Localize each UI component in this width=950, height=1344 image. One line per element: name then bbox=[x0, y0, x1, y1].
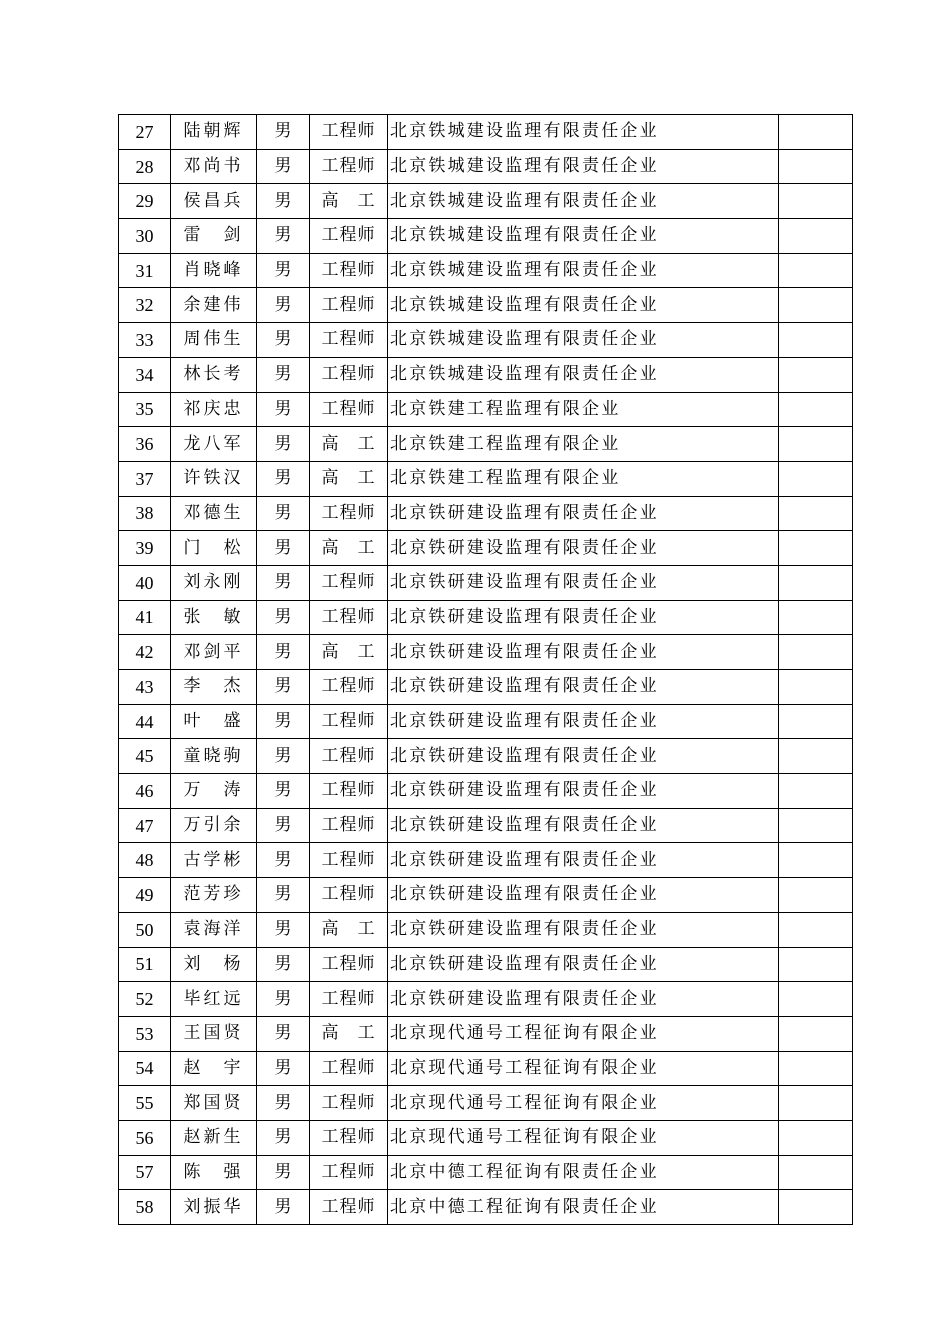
table-row bbox=[119, 774, 853, 809]
remarks-cell bbox=[779, 1190, 853, 1225]
job-title-cell: 工程师 bbox=[310, 670, 388, 705]
job-title-cell: 工程师 bbox=[310, 704, 388, 739]
table-row bbox=[119, 288, 853, 323]
organization-cell: 北京铁研建设监理有限责任企业 bbox=[388, 496, 779, 531]
table-row bbox=[119, 1155, 853, 1190]
row-number-cell: 49 bbox=[119, 878, 171, 913]
table-row bbox=[119, 427, 853, 462]
row-number-cell: 34 bbox=[119, 357, 171, 392]
table-row bbox=[119, 600, 853, 635]
organization-cell: 北京铁建工程监理有限企业 bbox=[388, 392, 779, 427]
gender-cell: 男 bbox=[257, 253, 310, 288]
table-row bbox=[119, 115, 853, 150]
row-number-cell: 29 bbox=[119, 184, 171, 219]
remarks-cell bbox=[779, 1051, 853, 1086]
row-number-cell: 53 bbox=[119, 1016, 171, 1051]
remarks-cell bbox=[779, 461, 853, 496]
gender-cell: 男 bbox=[257, 947, 310, 982]
job-title-cell: 工程师 bbox=[310, 219, 388, 254]
person-name-cell: 李 杰 bbox=[171, 670, 257, 705]
row-number-cell: 51 bbox=[119, 947, 171, 982]
job-title-cell: 高 工 bbox=[310, 1016, 388, 1051]
remarks-cell bbox=[779, 323, 853, 358]
remarks-cell bbox=[779, 565, 853, 600]
person-name-cell: 邓尚书 bbox=[171, 149, 257, 184]
remarks-cell bbox=[779, 1155, 853, 1190]
job-title-cell: 工程师 bbox=[310, 739, 388, 774]
gender-cell: 男 bbox=[257, 1051, 310, 1086]
gender-cell: 男 bbox=[257, 219, 310, 254]
remarks-cell bbox=[779, 1086, 853, 1121]
organization-cell: 北京铁研建设监理有限责任企业 bbox=[388, 704, 779, 739]
table-row bbox=[119, 739, 853, 774]
table-row bbox=[119, 496, 853, 531]
organization-cell: 北京铁城建设监理有限责任企业 bbox=[388, 149, 779, 184]
remarks-cell bbox=[779, 531, 853, 566]
organization-cell: 北京现代通号工程征询有限企业 bbox=[388, 1120, 779, 1155]
job-title-cell: 工程师 bbox=[310, 982, 388, 1017]
job-title-cell: 工程师 bbox=[310, 323, 388, 358]
row-number-cell: 31 bbox=[119, 253, 171, 288]
job-title-cell: 工程师 bbox=[310, 496, 388, 531]
job-title-cell: 高 工 bbox=[310, 427, 388, 462]
organization-cell: 北京铁研建设监理有限责任企业 bbox=[388, 670, 779, 705]
person-name-cell: 雷 剑 bbox=[171, 219, 257, 254]
gender-cell: 男 bbox=[257, 982, 310, 1017]
person-name-cell: 祁庆忠 bbox=[171, 392, 257, 427]
organization-cell: 北京铁研建设监理有限责任企业 bbox=[388, 947, 779, 982]
organization-cell: 北京铁城建设监理有限责任企业 bbox=[388, 357, 779, 392]
remarks-cell bbox=[779, 600, 853, 635]
gender-cell: 男 bbox=[257, 739, 310, 774]
row-number-cell: 36 bbox=[119, 427, 171, 462]
row-number-cell: 54 bbox=[119, 1051, 171, 1086]
person-name-cell: 余建伟 bbox=[171, 288, 257, 323]
job-title-cell: 高 工 bbox=[310, 635, 388, 670]
job-title-cell: 高 工 bbox=[310, 461, 388, 496]
remarks-cell bbox=[779, 878, 853, 913]
job-title-cell: 工程师 bbox=[310, 843, 388, 878]
job-title-cell: 工程师 bbox=[310, 600, 388, 635]
person-name-cell: 门 松 bbox=[171, 531, 257, 566]
job-title-cell: 工程师 bbox=[310, 288, 388, 323]
job-title-cell: 工程师 bbox=[310, 1051, 388, 1086]
person-name-cell: 童晓驹 bbox=[171, 739, 257, 774]
organization-cell: 北京铁研建设监理有限责任企业 bbox=[388, 912, 779, 947]
job-title-cell: 工程师 bbox=[310, 565, 388, 600]
gender-cell: 男 bbox=[257, 496, 310, 531]
row-number-cell: 45 bbox=[119, 739, 171, 774]
remarks-cell bbox=[779, 1016, 853, 1051]
organization-cell: 北京铁研建设监理有限责任企业 bbox=[388, 635, 779, 670]
personnel-table-body bbox=[119, 115, 853, 1225]
organization-cell: 北京中德工程征询有限责任企业 bbox=[388, 1190, 779, 1225]
table-row bbox=[119, 1120, 853, 1155]
remarks-cell bbox=[779, 808, 853, 843]
table-row bbox=[119, 878, 853, 913]
row-number-cell: 50 bbox=[119, 912, 171, 947]
person-name-cell: 毕红远 bbox=[171, 982, 257, 1017]
remarks-cell bbox=[779, 357, 853, 392]
organization-cell: 北京铁城建设监理有限责任企业 bbox=[388, 184, 779, 219]
row-number-cell: 52 bbox=[119, 982, 171, 1017]
person-name-cell: 刘 杨 bbox=[171, 947, 257, 982]
gender-cell: 男 bbox=[257, 461, 310, 496]
table-row bbox=[119, 808, 853, 843]
person-name-cell: 袁海洋 bbox=[171, 912, 257, 947]
gender-cell: 男 bbox=[257, 531, 310, 566]
organization-cell: 北京铁城建设监理有限责任企业 bbox=[388, 219, 779, 254]
person-name-cell: 叶 盛 bbox=[171, 704, 257, 739]
person-name-cell: 肖晓峰 bbox=[171, 253, 257, 288]
row-number-cell: 57 bbox=[119, 1155, 171, 1190]
gender-cell: 男 bbox=[257, 704, 310, 739]
person-name-cell: 邓剑平 bbox=[171, 635, 257, 670]
gender-cell: 男 bbox=[257, 843, 310, 878]
job-title-cell: 工程师 bbox=[310, 392, 388, 427]
table-row bbox=[119, 461, 853, 496]
person-name-cell: 赵新生 bbox=[171, 1120, 257, 1155]
remarks-cell bbox=[779, 253, 853, 288]
person-name-cell: 龙八军 bbox=[171, 427, 257, 462]
gender-cell: 男 bbox=[257, 565, 310, 600]
remarks-cell bbox=[779, 635, 853, 670]
job-title-cell: 高 工 bbox=[310, 912, 388, 947]
organization-cell: 北京铁城建设监理有限责任企业 bbox=[388, 253, 779, 288]
table-row bbox=[119, 357, 853, 392]
row-number-cell: 42 bbox=[119, 635, 171, 670]
person-name-cell: 陈 强 bbox=[171, 1155, 257, 1190]
person-name-cell: 张 敏 bbox=[171, 600, 257, 635]
person-name-cell: 许铁汉 bbox=[171, 461, 257, 496]
row-number-cell: 38 bbox=[119, 496, 171, 531]
table-row bbox=[119, 1086, 853, 1121]
gender-cell: 男 bbox=[257, 808, 310, 843]
row-number-cell: 30 bbox=[119, 219, 171, 254]
person-name-cell: 刘永刚 bbox=[171, 565, 257, 600]
row-number-cell: 33 bbox=[119, 323, 171, 358]
organization-cell: 北京铁研建设监理有限责任企业 bbox=[388, 774, 779, 809]
remarks-cell bbox=[779, 1120, 853, 1155]
row-number-cell: 37 bbox=[119, 461, 171, 496]
organization-cell: 北京现代通号工程征询有限企业 bbox=[388, 1086, 779, 1121]
job-title-cell: 工程师 bbox=[310, 1120, 388, 1155]
row-number-cell: 58 bbox=[119, 1190, 171, 1225]
job-title-cell: 工程师 bbox=[310, 149, 388, 184]
table-row bbox=[119, 635, 853, 670]
gender-cell: 男 bbox=[257, 1190, 310, 1225]
table-row bbox=[119, 1016, 853, 1051]
organization-cell: 北京铁城建设监理有限责任企业 bbox=[388, 115, 779, 150]
job-title-cell: 工程师 bbox=[310, 1155, 388, 1190]
gender-cell: 男 bbox=[257, 1155, 310, 1190]
table-row bbox=[119, 392, 853, 427]
person-name-cell: 王国贤 bbox=[171, 1016, 257, 1051]
person-name-cell: 刘振华 bbox=[171, 1190, 257, 1225]
table-row bbox=[119, 947, 853, 982]
person-name-cell: 林长考 bbox=[171, 357, 257, 392]
row-number-cell: 55 bbox=[119, 1086, 171, 1121]
gender-cell: 男 bbox=[257, 184, 310, 219]
gender-cell: 男 bbox=[257, 1016, 310, 1051]
job-title-cell: 工程师 bbox=[310, 115, 388, 150]
remarks-cell bbox=[779, 149, 853, 184]
table-row bbox=[119, 531, 853, 566]
gender-cell: 男 bbox=[257, 357, 310, 392]
job-title-cell: 工程师 bbox=[310, 947, 388, 982]
person-name-cell: 郑国贤 bbox=[171, 1086, 257, 1121]
gender-cell: 男 bbox=[257, 774, 310, 809]
table-row bbox=[119, 1190, 853, 1225]
row-number-cell: 28 bbox=[119, 149, 171, 184]
gender-cell: 男 bbox=[257, 912, 310, 947]
organization-cell: 北京铁城建设监理有限责任企业 bbox=[388, 323, 779, 358]
person-name-cell: 万 涛 bbox=[171, 774, 257, 809]
remarks-cell bbox=[779, 427, 853, 462]
organization-cell: 北京铁研建设监理有限责任企业 bbox=[388, 531, 779, 566]
table-row bbox=[119, 219, 853, 254]
remarks-cell bbox=[779, 982, 853, 1017]
organization-cell: 北京铁建工程监理有限企业 bbox=[388, 427, 779, 462]
table-row bbox=[119, 1051, 853, 1086]
row-number-cell: 43 bbox=[119, 670, 171, 705]
row-number-cell: 27 bbox=[119, 115, 171, 150]
job-title-cell: 工程师 bbox=[310, 1086, 388, 1121]
table-row bbox=[119, 704, 853, 739]
table-row bbox=[119, 912, 853, 947]
gender-cell: 男 bbox=[257, 878, 310, 913]
row-number-cell: 56 bbox=[119, 1120, 171, 1155]
row-number-cell: 44 bbox=[119, 704, 171, 739]
gender-cell: 男 bbox=[257, 1120, 310, 1155]
person-name-cell: 赵 宇 bbox=[171, 1051, 257, 1086]
remarks-cell bbox=[779, 947, 853, 982]
job-title-cell: 工程师 bbox=[310, 808, 388, 843]
remarks-cell bbox=[779, 496, 853, 531]
remarks-cell bbox=[779, 774, 853, 809]
table-row bbox=[119, 253, 853, 288]
person-name-cell: 古学彬 bbox=[171, 843, 257, 878]
row-number-cell: 46 bbox=[119, 774, 171, 809]
organization-cell: 北京中德工程征询有限责任企业 bbox=[388, 1155, 779, 1190]
table-row bbox=[119, 323, 853, 358]
gender-cell: 男 bbox=[257, 427, 310, 462]
gender-cell: 男 bbox=[257, 115, 310, 150]
gender-cell: 男 bbox=[257, 149, 310, 184]
table-row bbox=[119, 982, 853, 1017]
remarks-cell bbox=[779, 912, 853, 947]
person-name-cell: 范芳珍 bbox=[171, 878, 257, 913]
table-row bbox=[119, 565, 853, 600]
remarks-cell bbox=[779, 739, 853, 774]
gender-cell: 男 bbox=[257, 323, 310, 358]
remarks-cell bbox=[779, 843, 853, 878]
table-row bbox=[119, 149, 853, 184]
job-title-cell: 工程师 bbox=[310, 357, 388, 392]
organization-cell: 北京铁研建设监理有限责任企业 bbox=[388, 982, 779, 1017]
gender-cell: 男 bbox=[257, 600, 310, 635]
organization-cell: 北京现代通号工程征询有限企业 bbox=[388, 1051, 779, 1086]
row-number-cell: 48 bbox=[119, 843, 171, 878]
organization-cell: 北京铁研建设监理有限责任企业 bbox=[388, 600, 779, 635]
person-name-cell: 万引余 bbox=[171, 808, 257, 843]
job-title-cell: 工程师 bbox=[310, 253, 388, 288]
row-number-cell: 47 bbox=[119, 808, 171, 843]
table-row bbox=[119, 184, 853, 219]
job-title-cell: 工程师 bbox=[310, 1190, 388, 1225]
gender-cell: 男 bbox=[257, 635, 310, 670]
row-number-cell: 32 bbox=[119, 288, 171, 323]
remarks-cell bbox=[779, 392, 853, 427]
organization-cell: 北京现代通号工程征询有限企业 bbox=[388, 1016, 779, 1051]
organization-cell: 北京铁建工程监理有限企业 bbox=[388, 461, 779, 496]
row-number-cell: 39 bbox=[119, 531, 171, 566]
gender-cell: 男 bbox=[257, 392, 310, 427]
row-number-cell: 35 bbox=[119, 392, 171, 427]
organization-cell: 北京铁研建设监理有限责任企业 bbox=[388, 808, 779, 843]
organization-cell: 北京铁研建设监理有限责任企业 bbox=[388, 878, 779, 913]
remarks-cell bbox=[779, 288, 853, 323]
gender-cell: 男 bbox=[257, 288, 310, 323]
table-row bbox=[119, 670, 853, 705]
row-number-cell: 41 bbox=[119, 600, 171, 635]
organization-cell: 北京铁城建设监理有限责任企业 bbox=[388, 288, 779, 323]
remarks-cell bbox=[779, 670, 853, 705]
person-name-cell: 周伟生 bbox=[171, 323, 257, 358]
remarks-cell bbox=[779, 184, 853, 219]
job-title-cell: 高 工 bbox=[310, 531, 388, 566]
gender-cell: 男 bbox=[257, 1086, 310, 1121]
organization-cell: 北京铁研建设监理有限责任企业 bbox=[388, 739, 779, 774]
job-title-cell: 工程师 bbox=[310, 878, 388, 913]
job-title-cell: 工程师 bbox=[310, 774, 388, 809]
job-title-cell: 高 工 bbox=[310, 184, 388, 219]
personnel-table bbox=[118, 114, 853, 1225]
person-name-cell: 陆朝辉 bbox=[171, 115, 257, 150]
organization-cell: 北京铁研建设监理有限责任企业 bbox=[388, 565, 779, 600]
table-row bbox=[119, 843, 853, 878]
gender-cell: 男 bbox=[257, 670, 310, 705]
remarks-cell bbox=[779, 219, 853, 254]
remarks-cell bbox=[779, 704, 853, 739]
person-name-cell: 邓德生 bbox=[171, 496, 257, 531]
row-number-cell: 40 bbox=[119, 565, 171, 600]
organization-cell: 北京铁研建设监理有限责任企业 bbox=[388, 843, 779, 878]
person-name-cell: 侯昌兵 bbox=[171, 184, 257, 219]
remarks-cell bbox=[779, 115, 853, 150]
